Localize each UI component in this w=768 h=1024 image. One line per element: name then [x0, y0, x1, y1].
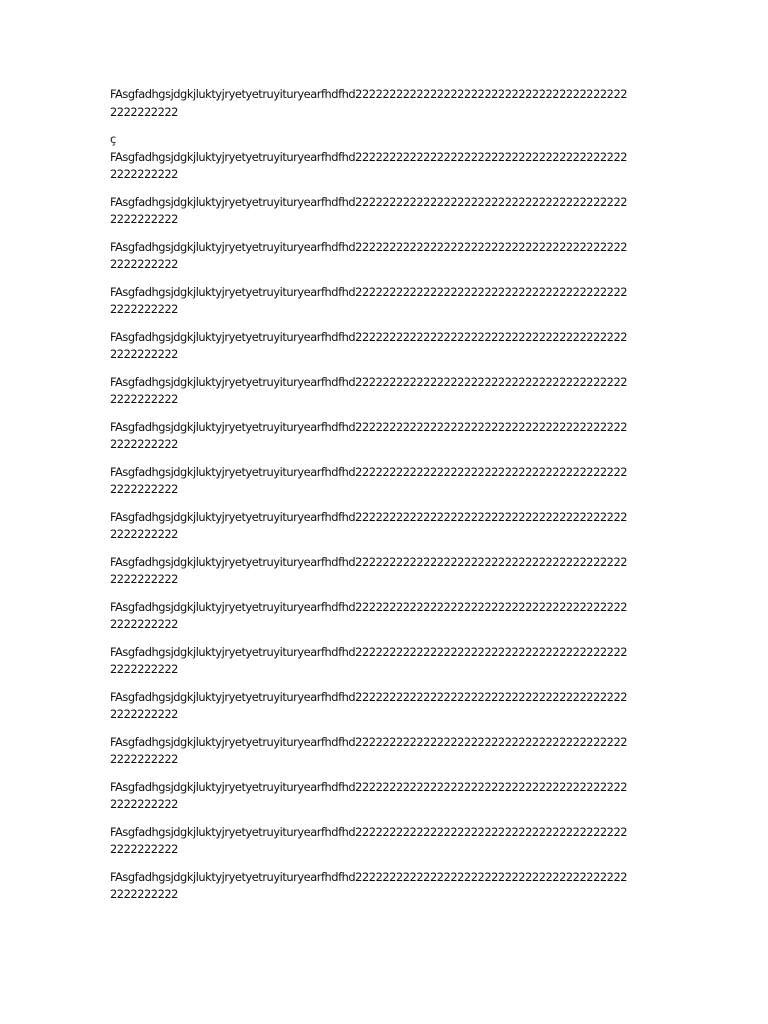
text-line: 2222222222 — [110, 662, 178, 676]
text-line: FAsgfadhgsjdgkjluktyjryetyetruyituryearfhdfhd2222222222222222222222222222222222222222 — [110, 464, 628, 479]
paragraph — [110, 599, 710, 634]
text-line: 2222222222 — [110, 482, 178, 496]
text-line: FAsgfadhgsjdgkjluktyjryetyetruyituryearfhdfhd2222222222222222222222222222222222222222 — [110, 329, 628, 344]
text-line: 2222222222 — [110, 842, 178, 856]
text-line: FAsgfadhgsjdgkjluktyjryetyetruyituryearfhdfhd2222222222222222222222222222222222222222 — [110, 419, 628, 434]
paragraph — [110, 194, 710, 229]
text-line: 2222222222 — [110, 104, 178, 119]
text-line: 2222222222 — [110, 257, 178, 271]
text-line: 2222222222 — [110, 392, 178, 406]
text-line: FAsgfadhgsjdgkjluktyjryetyetruyituryearfhdfhd2222222222222222222222222222222222222222 — [110, 149, 628, 164]
paragraph — [110, 689, 710, 724]
paragraph — [110, 86, 710, 121]
text-line: 2222222222 — [110, 752, 178, 766]
text-line: 2222222222 — [110, 887, 178, 901]
paragraph — [110, 734, 710, 769]
paragraph — [110, 419, 710, 454]
text-line: FAsgfadhgsjdgkjluktyjryetyetruyituryearfhdfhd2222222222222222222222222222222222222222 — [110, 374, 628, 389]
text-line: 2222222222 — [110, 707, 178, 721]
document-body[interactable] — [110, 86, 710, 914]
paragraph — [110, 329, 710, 364]
text-line: 2222222222 — [110, 572, 178, 586]
text-line: 2222222222 — [110, 167, 178, 181]
paragraph — [110, 131, 710, 184]
text-line: FAsgfadhgsjdgkjluktyjryetyetruyituryearfhdfhd2222222222222222222222222222222222222222 — [110, 644, 628, 659]
text-line: 2222222222 — [110, 347, 178, 361]
text-line: 2222222222 — [110, 797, 178, 811]
text-line: FAsgfadhgsjdgkjluktyjryetyetruyituryearfhdfhd2222222222222222222222222222222222222222 — [110, 869, 628, 884]
text-line: FAsgfadhgsjdgkjluktyjryetyetruyituryearfhdfhd2222222222222222222222222222222222222222 — [110, 239, 628, 254]
text-line: ç — [110, 132, 116, 146]
text-line: FAsgfadhgsjdgkjluktyjryetyetruyituryearfhdfhd2222222222222222222222222222222222222222 — [110, 734, 628, 749]
paragraph — [110, 644, 710, 679]
text-line: FAsgfadhgsjdgkjluktyjryetyetruyituryearfhdfhd2222222222222222222222222222222222222222 — [110, 824, 628, 839]
text-line: FAsgfadhgsjdgkjluktyjryetyetruyituryearfhdfhd2222222222222222222222222222222222222222 — [110, 87, 628, 101]
paragraph — [110, 284, 710, 319]
text-line: FAsgfadhgsjdgkjluktyjryetyetruyituryearfhdfhd2222222222222222222222222222222222222222 — [110, 779, 628, 794]
text-line: FAsgfadhgsjdgkjluktyjryetyetruyituryearfhdfhd2222222222222222222222222222222222222222 — [110, 509, 628, 524]
text-line: 2222222222 — [110, 617, 178, 631]
paragraph — [110, 239, 710, 274]
text-line: FAsgfadhgsjdgkjluktyjryetyetruyituryearfhdfhd2222222222222222222222222222222222222222 — [110, 554, 628, 569]
text-line: FAsgfadhgsjdgkjluktyjryetyetruyituryearfhdfhd2222222222222222222222222222222222222222 — [110, 599, 628, 614]
paragraph — [110, 554, 710, 589]
text-line: FAsgfadhgsjdgkjluktyjryetyetruyituryearfhdfhd2222222222222222222222222222222222222222 — [110, 194, 628, 209]
paragraph — [110, 509, 710, 544]
paragraph — [110, 374, 710, 409]
text-line: 2222222222 — [110, 527, 178, 541]
text-line: FAsgfadhgsjdgkjluktyjryetyetruyituryearfhdfhd2222222222222222222222222222222222222222 — [110, 284, 628, 299]
paragraph — [110, 779, 710, 814]
text-line: 2222222222 — [110, 437, 178, 451]
text-line: 2222222222 — [110, 212, 178, 226]
text-line: 2222222222 — [110, 302, 178, 316]
paragraph — [110, 869, 710, 904]
paragraph — [110, 824, 710, 859]
text-line: FAsgfadhgsjdgkjluktyjryetyetruyituryearfhdfhd2222222222222222222222222222222222222222 — [110, 689, 628, 704]
paragraph — [110, 464, 710, 499]
